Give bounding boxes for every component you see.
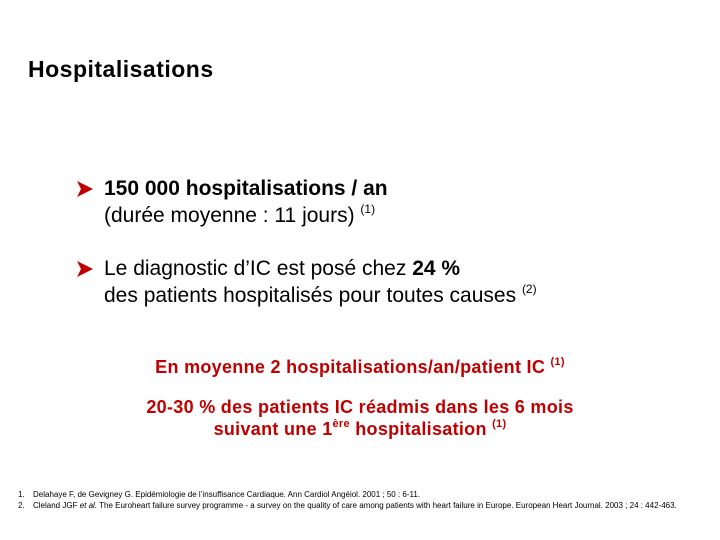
reference-marker: (2) <box>521 282 537 296</box>
bullet-hospitalisations <box>75 175 388 229</box>
bullet-line1: Le diagnostic d’IC est posé chez <box>104 257 413 280</box>
highlight-text: En moyenne 2 hospitalisations/an/patient IC <box>155 357 546 377</box>
bullet-diagnostic <box>75 255 537 309</box>
reference-body: The Euroheart failure survey programme - a survey on the quality of care among patients with heart failure in Europe. European Heart Journal. 2003 ; 24 : 442-463. <box>97 501 677 510</box>
reference-number: 1. <box>18 490 25 499</box>
references <box>18 489 708 511</box>
reference-item <box>18 489 708 500</box>
highlight-text: suivant une 1 <box>213 419 333 439</box>
highlight-text: 20-30 % des patients IC réadmis dans les 6 mois <box>146 397 574 417</box>
red-arrow-icon <box>75 259 95 279</box>
highlight-line1 <box>0 356 720 378</box>
reference-item <box>18 500 708 511</box>
ordinal-suffix: ère <box>332 418 350 430</box>
bullet-line1-highlight: 24 % <box>412 257 461 280</box>
highlight-block <box>0 396 720 440</box>
reference-marker: (1) <box>492 418 507 430</box>
reference-author: Cleland JGF <box>33 501 80 510</box>
bullet-line1: 150 000 hospitalisations / an <box>104 177 388 200</box>
reference-number: 2. <box>18 501 25 510</box>
bullet-line2: des patients hospitalisés pour toutes causes <box>104 284 517 307</box>
reference-text: Delahaye F, de Gevigney G. Epidémiologie de l’insuffisance Cardiaque. Ann Cardiol Angéiol. 2001 ; 50 : 6-11. <box>33 490 421 499</box>
bullet-line2: (durée moyenne : 11 jours) <box>104 204 355 227</box>
reference-etal: et al. <box>79 501 98 510</box>
page-title: Hospitalisations <box>28 56 214 82</box>
reference-marker: (1) <box>550 356 565 368</box>
highlight-text: hospitalisation <box>349 419 487 439</box>
reference-marker: (1) <box>360 202 376 216</box>
reference-text <box>33 500 708 511</box>
red-arrow-icon <box>75 179 95 199</box>
